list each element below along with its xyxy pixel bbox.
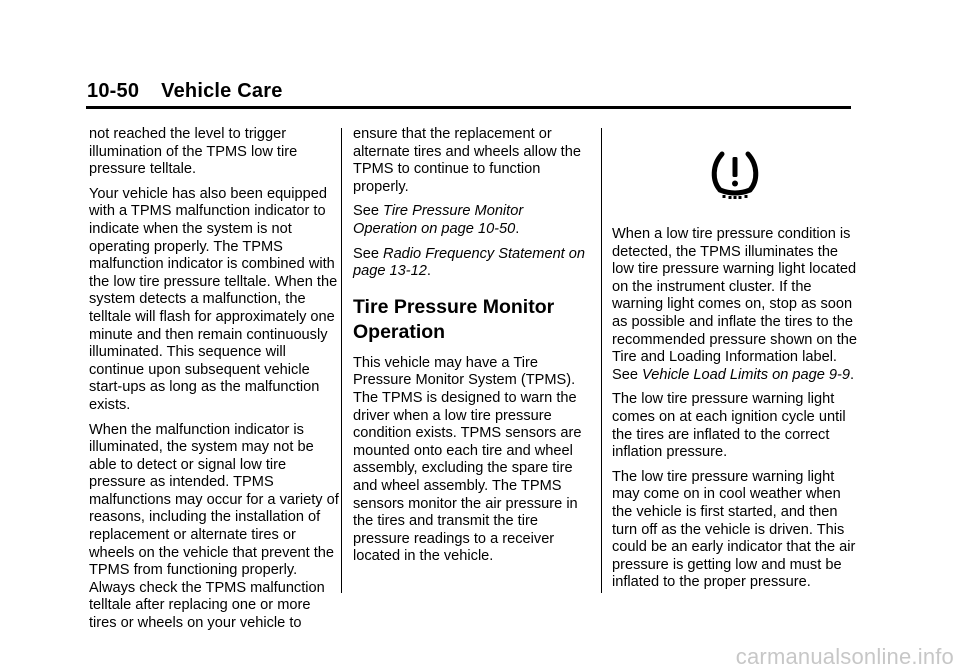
header-rule [86,106,851,109]
cross-reference-link[interactable]: Vehicle Load Limits on page 9-9 [642,366,850,383]
icon-container [612,126,857,226]
paragraph: This vehicle may have a Tire Pressure Monitor System (TPMS). The TPMS is designed to warn the driver when a low tire pressure condition exists. TPMS sensors are mounted onto each tire and wheel assembly, excluding the spare tire and wheel assembly. The TPMS sensors monitor the air pressure in the tires and transmit the tire pressure readings to a receiver located in the vehicle. [353,354,582,565]
watermark: carmanualsonline.info [735,644,954,669]
section-title: Tire Pressure Monitor Operation [353,295,555,343]
page-number: 10-50 [87,80,140,102]
column-2 [353,126,588,573]
section-name: Vehicle Care [161,80,283,102]
see-reference: See Tire Pressure Monitor Operation on page 10-50. [353,203,524,237]
paragraph: When a low tire pressure condition is detected, the TPMS illuminates the low tire pressure warning light located on the instrument cluster. If the warning light comes on, stop as soon as possible and inflate the tires to the recommended pressure shown on the Tire and Loading Information label. See Vehicle Load Limits on page 9-9. [612,226,857,383]
paragraph: Your vehicle has also been equipped with a TPMS malfunction indicator to indicate when the system is not operating properly. The TPMS malfunction indicator is combined with the low tire pressure telltale. When the system detects a malfunction, the telltale will flash for approximately one minute and then remain continuously illuminated. This sequence will continue upon subsequent vehicle start-ups as long as the malfunction exists. [89,185,338,413]
paragraph: The low tire pressure warning light comes on at each ignition cycle until the tires are inflated to the correct inflation pressure. [612,391,846,461]
see-reference: See Radio Frequency Statement on page 13-12. [353,245,586,280]
cross-reference-link[interactable]: Tire Pressure Monitor Operation on page 10-50 [353,203,524,237]
column-1 [89,126,339,640]
paragraph: When the malfunction indicator is illuminated, the system may not be able to detect or signal low tire pressure as intended. TPMS malfunctions may occur for a variety of reasons, including the installation of replacement or alternate tires or wheels on the vehicle that prevent the TPMS from functioning properly. Always check the TPMS malfunction telltale after replacing one or more tires or wheels on your vehicle to [89,421,339,632]
paragraph: ensure that the replacement or alternate tires and wheels allow the TPMS to continue to function properly. [353,126,581,195]
paragraph: not reached the level to trigger illumination of the TPMS low tire pressure telltale. [89,126,298,178]
paragraph: The low tire pressure warning light may come on in cool weather when the vehicle is first started, and then turn off as the vehicle is driven. This could be an early indicator that the air pressure is getting low and must be inflated to the proper pressure. [612,468,856,591]
column-divider [601,128,602,593]
column-3 [612,126,857,599]
page-header [87,80,283,103]
column-divider [341,128,342,593]
tire-pressure-warning-icon [708,150,762,200]
cross-reference-link[interactable]: Radio Frequency Statement on page 13-12 [353,245,586,280]
